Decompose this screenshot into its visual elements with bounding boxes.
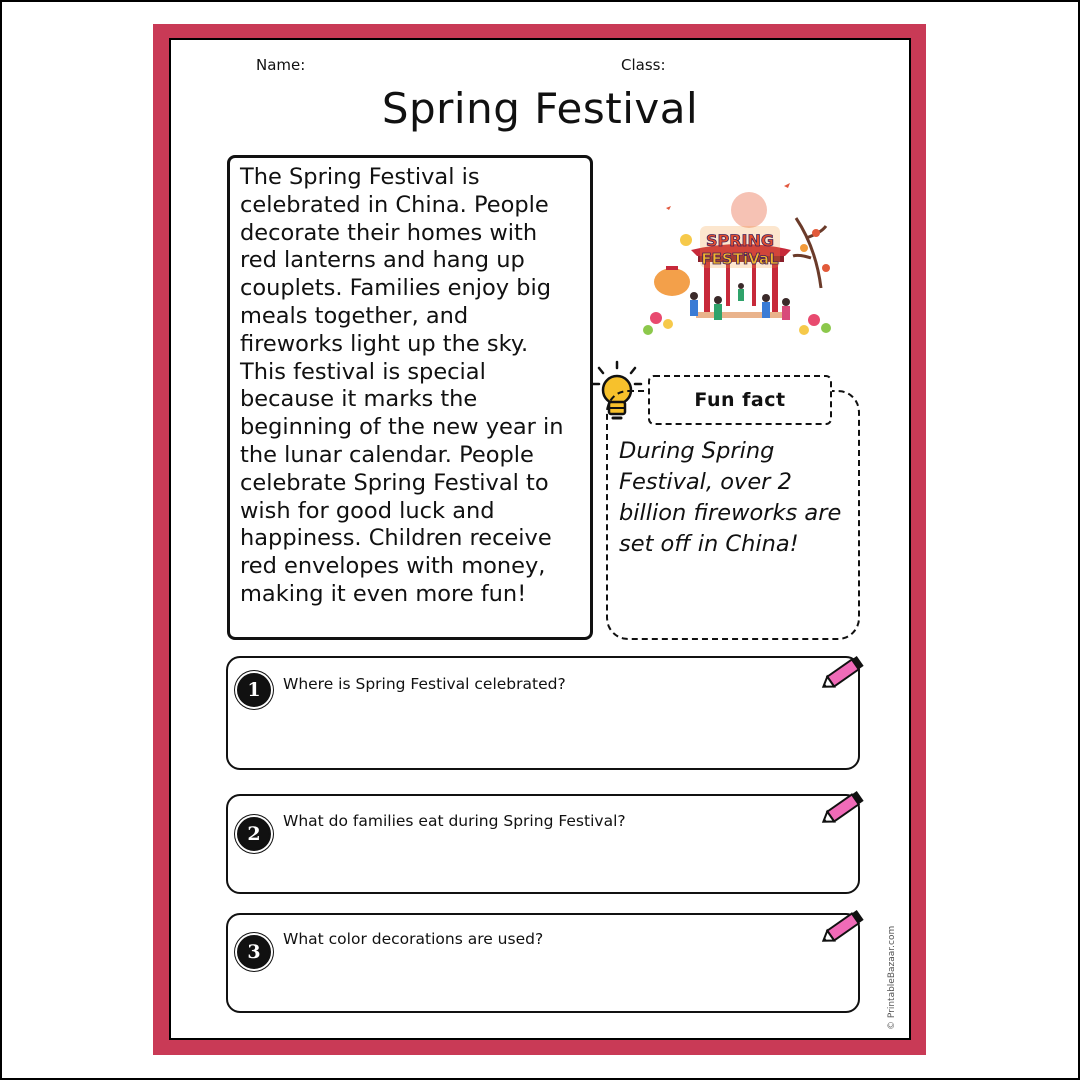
passage-line: wish for good luck and	[240, 497, 495, 524]
class-label: Class:	[621, 56, 666, 74]
pencil-icon	[818, 904, 868, 950]
pencil-icon	[818, 650, 868, 696]
fun-fact-line: billion fireworks are	[619, 500, 842, 526]
fun-fact-text	[619, 436, 851, 560]
fun-fact-label: Fun fact	[648, 375, 832, 425]
passage-line: couplets. Families enjoy big	[240, 275, 552, 302]
sign-line-1: SPRING	[705, 231, 775, 250]
question-1-text: Where is Spring Festival celebrated?	[283, 675, 566, 693]
passage-line: beginning of the new year in	[240, 414, 564, 441]
reading-passage-box	[227, 155, 593, 640]
bird-icon	[666, 183, 790, 210]
passage-line: celebrated in China. People	[240, 191, 549, 218]
passage-line: red lanterns and hang up	[240, 247, 525, 274]
flower-icon	[680, 234, 692, 246]
question-3-answer-box[interactable]	[226, 913, 860, 1013]
passage-line: because it marks the	[240, 386, 478, 413]
passage-line: the lunar calendar. People	[240, 441, 534, 468]
question-number-badge: 2	[237, 817, 271, 851]
question-2-answer-box[interactable]	[226, 794, 860, 894]
tree-branch-icon	[793, 218, 826, 288]
passage-line: The Spring Festival is	[240, 164, 480, 190]
passage-line: meals together, and	[240, 302, 469, 329]
pencil-icon	[818, 785, 868, 831]
passage-line: celebrate Spring Festival to	[240, 469, 549, 496]
fun-fact-line: set off in China!	[619, 531, 799, 557]
question-3-text: What color decorations are used?	[283, 930, 544, 948]
fun-fact-line: During Spring	[619, 438, 775, 464]
passage-line: fireworks light up the sky.	[240, 330, 529, 357]
passage-line: making it even more fun!	[240, 580, 527, 607]
passage-line: decorate their homes with	[240, 219, 538, 246]
passage-line: This festival is special	[240, 358, 486, 385]
passage-line: red envelopes with money,	[240, 553, 546, 580]
sign-line-2: FESTiVaL	[701, 250, 779, 268]
festival-gate-illustration	[636, 178, 841, 348]
fun-fact-line: Festival, over 2	[619, 469, 792, 495]
lantern-icon	[654, 268, 690, 296]
question-2-text: What do families eat during Spring Festival?	[283, 812, 626, 830]
passage-line: happiness. Children receive	[240, 525, 552, 552]
sun-icon	[731, 192, 767, 228]
name-label: Name:	[256, 56, 306, 74]
question-1-answer-box[interactable]	[226, 656, 860, 770]
reading-passage	[240, 164, 580, 609]
question-number-badge: 3	[237, 935, 271, 969]
watermark: © PrintableBazaar.com	[887, 925, 897, 1030]
page-title: Spring Festival	[381, 84, 699, 133]
question-number-badge: 1	[237, 673, 271, 707]
